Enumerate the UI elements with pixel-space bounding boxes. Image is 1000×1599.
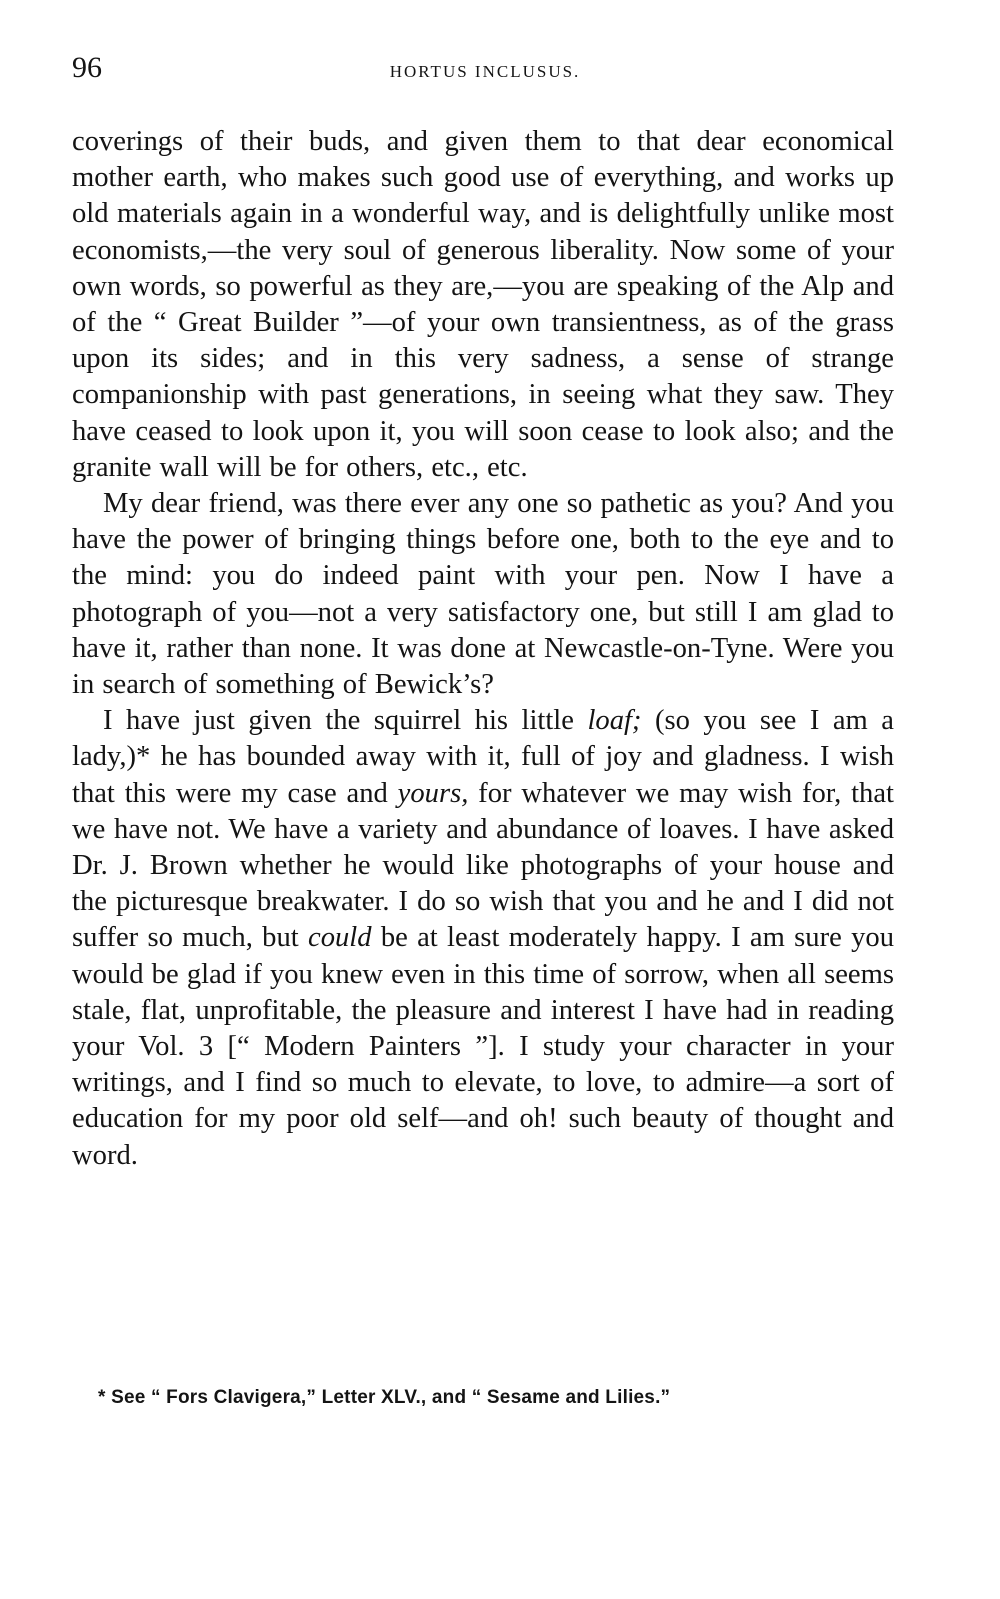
paragraph-3-text: I have just given the squirrel his little xyxy=(103,705,588,737)
paragraph-3-text: be at least moderately happy. I am sure you would be glad if you knew even in this time of sorrow, when all seems stale, flat, unprofitable, the pleasure and interest I have had in reading your Vol. 3 [“ Modern Painters ”]. I study your character in your writings, and I find so much to elevate, to love, to admire—a sort of education for my poor old self—and oh! such beauty of thought and word. xyxy=(72,922,894,1171)
paragraph-3-text: for whatever we may wish for, that we have not. We have a variety and abundance of loaves. I have asked Dr. J. Brown whether he would like photographs of your house and the picturesque breakwater. I do so wish that you and he and I did not suffer so much, but xyxy=(72,777,894,954)
paragraph-1-text: coverings of their buds, and given them to that dear economical mother earth, who makes such good use of everything, and works up old materials again in a wonderful way, and is delightfully unlike most economists,—the very soul of generous liberality. Now some of your own words, so powerful as they are,—you are speaking of the Alp and of the “ Great Builder ”—of your own transientness, as of the grass upon its sides; and in this very sadness, a sense of strange companionship with past generations, in seeing what they saw. They have ceased to look upon it, you will soon cease to look also; and the granite wall will be for others, etc., etc. xyxy=(72,126,894,483)
paragraph-2-text: My dear friend, was there ever any one so pathetic as you? And you have the power of bringing things before one, both to the eye and to the mind: you do indeed paint with your pen. Now I have a photograph of you—not a very satisfactory one, but still I am glad to have it, rather than none. It was done at Newcastle-on-Tyne. Were you in search of something of Bewick’s? xyxy=(72,488,894,701)
paragraph-3 xyxy=(72,703,894,1174)
paragraph-3-italic-loaf: loaf; xyxy=(587,705,642,737)
page-number: 96 xyxy=(72,51,102,84)
paragraph-3-italic-yours: yours, xyxy=(397,777,469,809)
body-text xyxy=(72,124,894,1174)
paragraph-1 xyxy=(72,124,894,486)
page-header xyxy=(72,48,898,92)
footnote: * See “ Fors Clavigera,” Letter XLV., and “ Sesame and Lilies.” xyxy=(98,1387,671,1408)
paragraph-3-text: (so you see I am a lady,)* he has bounded away with it, full of joy and gladness. I wish that this were my case and xyxy=(72,705,894,809)
running-head: HORTUS INCLUSUS. xyxy=(389,62,581,81)
paragraph-2 xyxy=(72,486,894,703)
paragraph-3-italic-could: could xyxy=(308,922,372,954)
